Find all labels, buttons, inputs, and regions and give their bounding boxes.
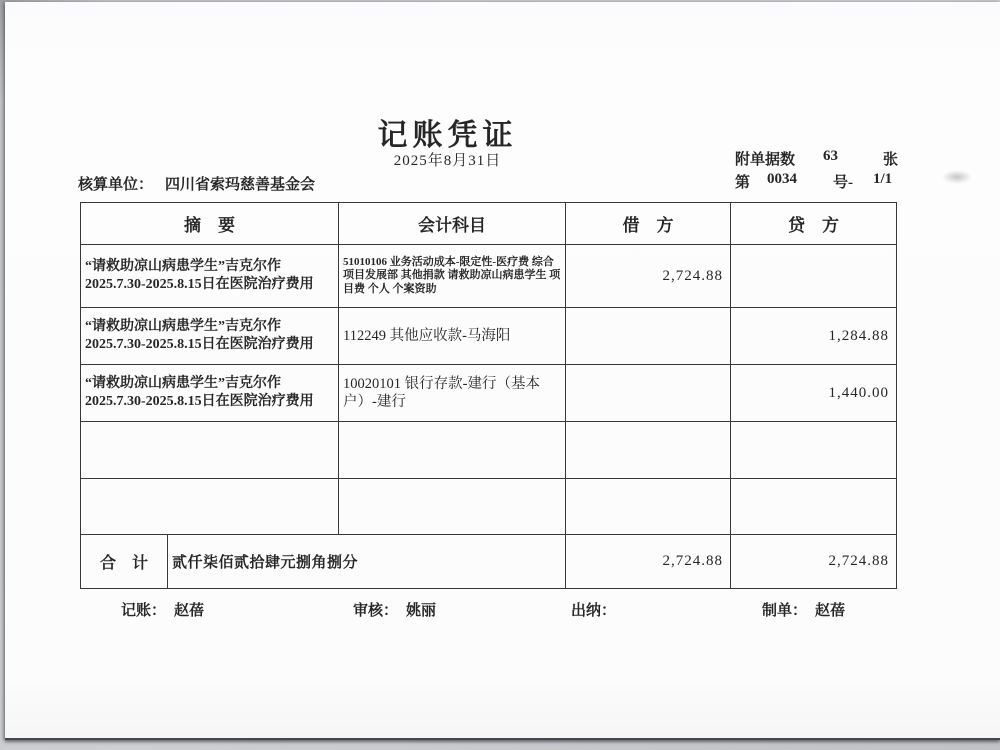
amount-in-words: 贰仟柒佰贰拾肆元捌角捌分 bbox=[168, 535, 566, 589]
voucher-page-no: 1/1 bbox=[873, 171, 893, 187]
column-header-credit: 贷 方 bbox=[731, 203, 897, 245]
preparer-name: 赵蓓 bbox=[815, 603, 846, 619]
debit-cell bbox=[566, 365, 731, 422]
total-credit-cell: 2,724.88 bbox=[731, 535, 897, 589]
voucher-no-prefix: 第 bbox=[735, 175, 751, 191]
summary-cell: “请救助凉山病患学生”吉克尔作2025.7.30-2025.8.15日在医院治疗费用 bbox=[81, 365, 339, 422]
account-cell: 51010106 业务活动成本-限定性-医疗费 综合项目发展部 其他捐款 请救助凉山病患学生 项目费 个人 个案资助 bbox=[339, 245, 566, 308]
total-debit-cell: 2,724.88 bbox=[566, 535, 731, 589]
bookkeeper-name: 赵蓓 bbox=[174, 603, 205, 619]
cashier-signature bbox=[571, 599, 624, 620]
credit-cell bbox=[731, 422, 897, 479]
voucher-page bbox=[5, 2, 1000, 740]
voucher-no-suffix: 号- bbox=[833, 175, 853, 191]
accounting-unit-name: 四川省索玛慈善基金会 bbox=[165, 177, 316, 193]
debit-cell bbox=[566, 422, 731, 479]
page-title: 记账凭证 bbox=[377, 119, 518, 152]
account-cell bbox=[339, 422, 566, 479]
table-row bbox=[81, 245, 897, 308]
debit-cell: 2,724.88 bbox=[566, 245, 731, 308]
accounting-unit-label: 核算单位： bbox=[78, 177, 154, 193]
table-row bbox=[81, 479, 897, 535]
table-row bbox=[81, 308, 897, 365]
credit-cell bbox=[731, 245, 897, 308]
summary-cell: “请救助凉山病患学生”吉克尔作2025.7.30-2025.8.15日在医院治疗费用 bbox=[81, 308, 339, 365]
credit-cell: 1,284.88 bbox=[731, 308, 897, 365]
reviewer-label: 审核： bbox=[353, 603, 399, 619]
scan-artifact bbox=[942, 170, 972, 184]
total-label: 合 计 bbox=[81, 535, 168, 589]
account-cell: 112249 其他应收款-马海阳 bbox=[339, 308, 566, 365]
voucher-no: 0034 bbox=[767, 171, 797, 187]
summary-cell: “请救助凉山病患学生”吉克尔作2025.7.30-2025.8.15日在医院治疗费用 bbox=[81, 245, 339, 308]
credit-cell: 1,440.00 bbox=[731, 365, 897, 422]
table-row bbox=[81, 422, 897, 479]
account-cell: 10020101 银行存款-建行（基本户）-建行 bbox=[339, 365, 566, 422]
table-header-row bbox=[81, 203, 897, 245]
column-header-summary: 摘 要 bbox=[81, 203, 339, 245]
column-header-debit: 借 方 bbox=[566, 203, 731, 245]
bookkeeper-label: 记账： bbox=[121, 603, 167, 619]
attachment-count: 63 bbox=[823, 148, 838, 164]
debit-cell bbox=[566, 308, 731, 365]
voucher-table bbox=[80, 202, 897, 589]
total-row bbox=[81, 535, 897, 589]
preparer-signature bbox=[762, 599, 845, 620]
account-cell bbox=[339, 479, 566, 535]
column-header-account: 会计科目 bbox=[339, 203, 566, 245]
attachment-unit: 张 bbox=[883, 152, 899, 168]
accounting-unit-line bbox=[78, 173, 315, 194]
preparer-label: 制单： bbox=[762, 603, 808, 619]
voucher-date: 2025年8月31日 bbox=[393, 153, 502, 169]
table-row bbox=[81, 365, 897, 422]
debit-cell bbox=[566, 479, 731, 535]
summary-cell bbox=[81, 479, 339, 535]
cashier-label: 出纳： bbox=[571, 603, 617, 619]
reviewer-name: 姚丽 bbox=[406, 603, 437, 619]
bookkeeper-signature bbox=[121, 599, 204, 620]
reviewer-signature bbox=[353, 599, 436, 620]
attachment-label: 附单据数 bbox=[735, 152, 796, 168]
summary-cell bbox=[81, 422, 339, 479]
credit-cell bbox=[731, 479, 897, 535]
